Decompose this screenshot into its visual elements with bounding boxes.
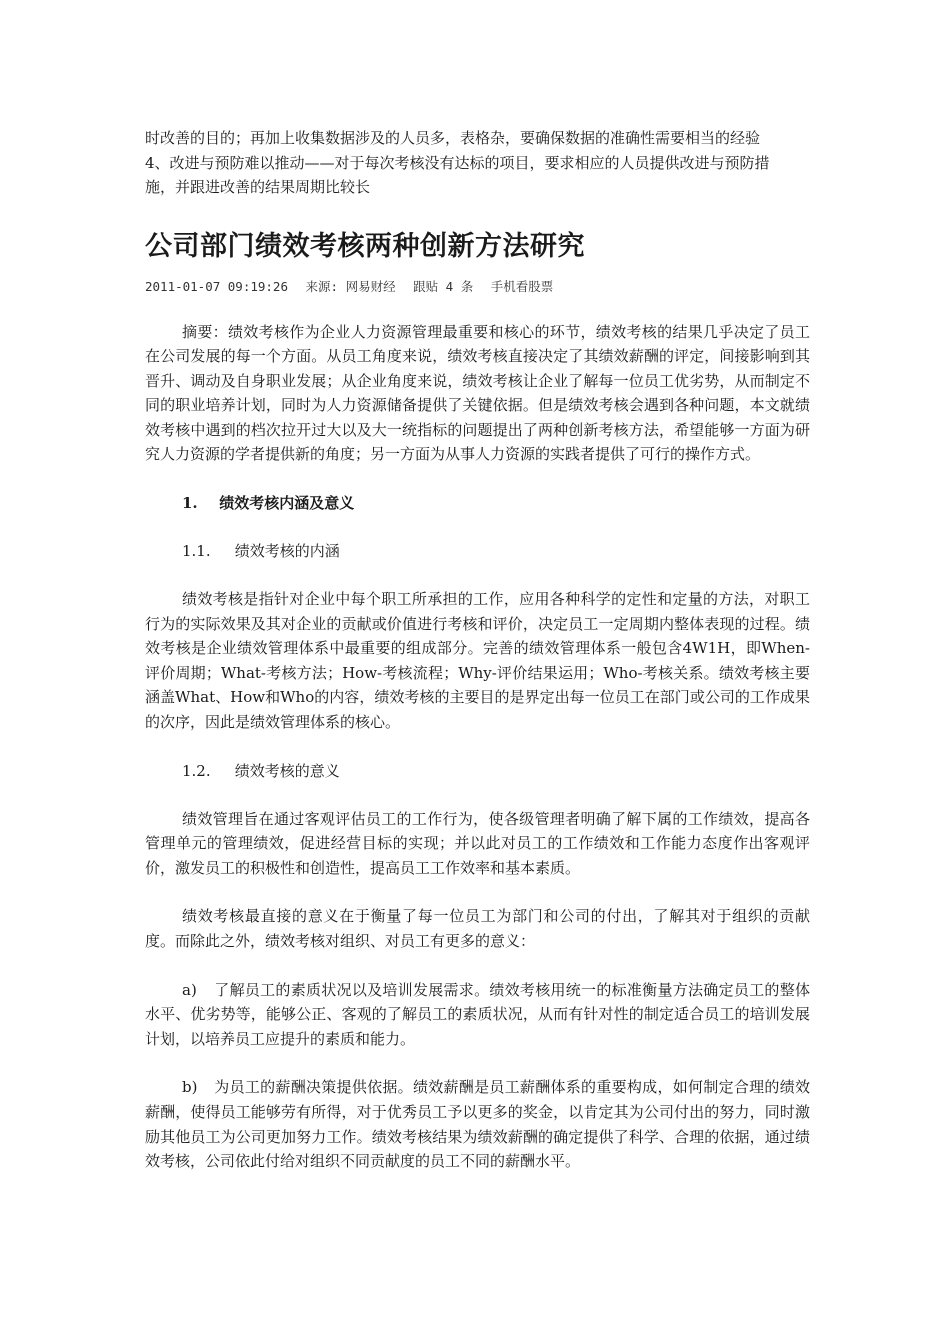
- abstract-paragraph: 摘要：绩效考核作为企业人力资源管理最重要和核心的环节，绩效考核的结果几乎决定了员工在公司发展的每一个方面。从员工角度来说，绩效考核直接决定了其绩效薪酬的评定，间接影响到其晋升、调动及自身职业发展；从企业角度来说，绩效考核让企业了解每一位员工优劣势，从而制定不同的职业培养计划，同时为人力资源储备提供了关键依据。但是绩效考核会遇到各种问题，本文就绩效考核中遇到的档次拉开过大以及大一统指标的问题提出了两种创新考核方法，希望能够一方面为研究人力资源的学者提供新的角度；另一方面为从事人力资源的实践者提供了可行的操作方式。: [145, 322, 810, 464]
- mobile-stocks-link[interactable]: 手机看股票: [490, 278, 554, 294]
- reply-count-link[interactable]: 跟贴 4 条: [413, 278, 474, 294]
- section-heading-1: [145, 491, 810, 515]
- subsection-number: 1.1.: [182, 542, 211, 561]
- list-item-text: 了解员工的素质状况以及培训发展需求。绩效考核用统一的标准衡量方法确定员工的整体水平、优劣势等，能够公正、客观的了解员工的素质状况，从而有针对性的制定适合员工的培训发展计划，以培养员工应提升的素质和能力。: [145, 980, 810, 1048]
- article-title: 公司部门绩效考核两种创新方法研究: [145, 230, 585, 262]
- section-number: 1.: [182, 494, 198, 513]
- subsection-heading-1-2: [145, 759, 810, 783]
- list-item-b: [145, 1075, 810, 1173]
- document-page: [145, 126, 810, 1198]
- intro-continuation: [145, 126, 810, 200]
- intro-line-2: 4、改进与预防难以推动——对于每次考核没有达标的项目，要求相应的人员提供改进与预防措: [145, 153, 770, 172]
- paragraph-definition: 绩效考核是指针对企业中每个职工所承担的工作，应用各种科学的定性和定量的方法，对职工行为的实际效果及其对企业的贡献或价值进行考核和评价，决定员工一定周期内整体表现的过程。绩效考核是企业绩效管理体系中最重要的组成部分。完善的绩效管理体系一般包含4W1H，即When-评价周期；What-考核方法；How-考核流程；Why-评价结果运用；Who-考核关系。绩效考核主要涵盖What、How和Who的内容，绩效考核的主要目的是界定出每一位员工在部门或公司的工作成果的次序，因此是绩效管理体系的核心。: [145, 590, 810, 732]
- list-item-a: [145, 978, 810, 1052]
- subsection-title: 绩效考核的意义: [234, 761, 340, 780]
- intro-line-3: 施，并跟进改善的结果周期比较长: [145, 178, 371, 196]
- subsection-title: 绩效考核的内涵: [234, 542, 340, 561]
- section-title: 绩效考核内涵及意义: [219, 494, 355, 513]
- list-item-text: 为员工的薪酬决策提供依据。绩效薪酬是员工薪酬体系的重要构成，如何制定合理的绩效薪酬，使得员工能够劳有所得，对于优秀员工予以更多的奖金，以肯定其为公司付出的努力，同时激励其他员工为公司更加努力工作。绩效考核结果为绩效薪酬的确定提供了科学、合理的依据，通过绩效考核，公司依此付给对组织不同贡献度的员工不同的薪酬水平。: [145, 1078, 810, 1171]
- subsection-number: 1.2.: [182, 761, 211, 780]
- list-item-label: b): [182, 1078, 198, 1097]
- article-meta: [145, 278, 810, 296]
- list-item-label: a): [182, 980, 197, 999]
- paragraph-significance-b: 绩效考核最直接的意义在于衡量了每一位员工为部门和公司的付出，了解其对于组织的贡献度。而除此之外，绩效考核对组织、对员工有更多的意义：: [145, 907, 810, 950]
- paragraph-significance-a: 绩效管理旨在通过客观评估员工的工作行为，使各级管理者明确了解下属的工作绩效，提高各管理单元的管理绩效，促进经营目标的实现；并以此对员工的工作绩效和工作能力态度作出客观评价，激发员工的积极性和创造性，提高员工工作效率和基本素质。: [145, 809, 810, 877]
- intro-line-1: 时改善的目的；再加上收集数据涉及的人员多，表格杂，要确保数据的准确性需要相当的经验: [145, 129, 761, 147]
- publish-datetime: 2011-01-07 09:19:26: [145, 278, 288, 294]
- subsection-heading-1-1: [145, 539, 810, 563]
- article-source: 来源: 网易财经: [305, 278, 396, 294]
